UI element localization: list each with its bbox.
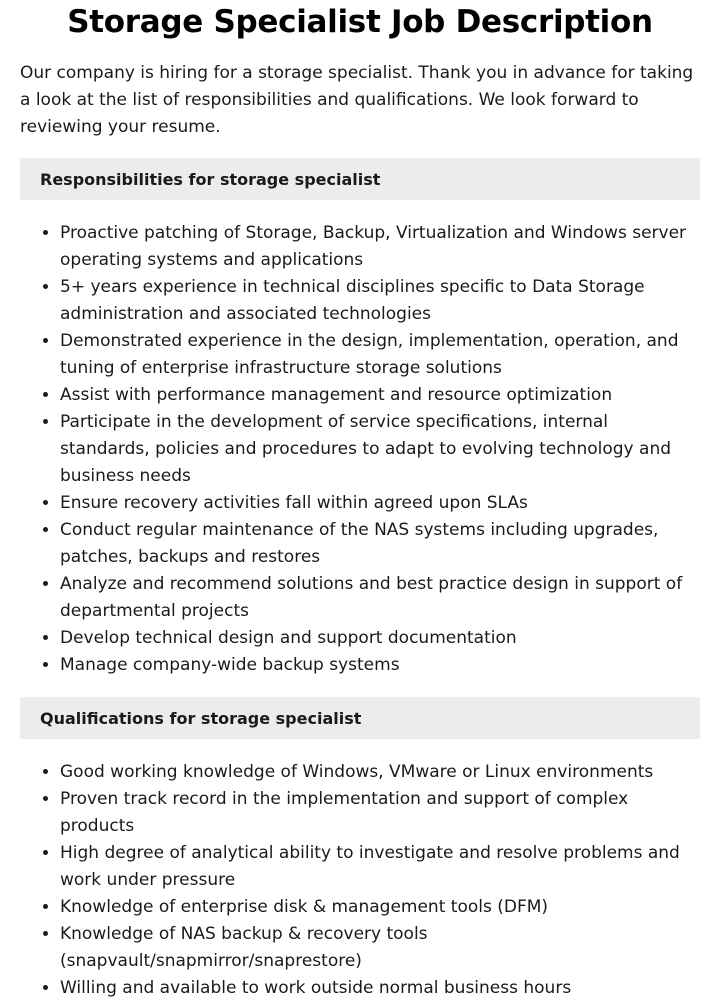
page-title: Storage Specialist Job Description xyxy=(67,4,653,40)
list-item: • Demonstrated experience in the design, implementation, operation, and tuning of enterprise infrastructure storage solutions xyxy=(60,328,700,382)
list-item: • Good working knowledge of Windows, VMware or Linux environments xyxy=(60,759,700,786)
list-item: • 5+ years experience in technical disciplines specific to Data Storage administration and associated technologies xyxy=(60,274,700,328)
list-item: • Knowledge of NAS backup & recovery tools (snapvault/snapmirror/snaprestore) xyxy=(60,921,700,975)
list-item: • Proven track record in the implementation and support of complex products xyxy=(60,786,700,840)
list-item: • Manage company-wide backup systems xyxy=(60,652,700,679)
list-item: • Proactive patching of Storage, Backup, Virtualization and Windows server operating systems and applications xyxy=(60,220,700,274)
list-item: • Develop technical design and support documentation xyxy=(60,625,700,652)
intro-paragraph: Our company is hiring for a storage specialist. Thank you in advance for taking a look at the list of responsibilities and qualifications. We look forward to reviewing your resume. xyxy=(20,63,694,137)
responsibilities-header: Responsibilities for storage specialist xyxy=(20,158,700,200)
list-item: • Assist with performance management and resource optimization xyxy=(60,382,700,409)
list-item: • High degree of analytical ability to investigate and resolve problems and work under pressure xyxy=(60,840,700,894)
list-item: • Conduct regular maintenance of the NAS systems including upgrades, patches, backups and restores xyxy=(60,517,700,571)
list-item: • Participate in the development of service specifications, internal standards, policies and procedures to adapt to evolving technology and business needs xyxy=(60,409,700,490)
list-item: • Ensure recovery activities fall within agreed upon SLAs xyxy=(60,490,700,517)
responsibilities-list xyxy=(20,220,700,679)
qualifications-header: Qualifications for storage specialist xyxy=(20,697,700,739)
list-item: • Analyze and recommend solutions and best practice design in support of departmental projects xyxy=(60,571,700,625)
qualifications-list xyxy=(20,759,700,1002)
list-item: • Willing and available to work outside normal business hours xyxy=(60,975,700,1002)
list-item: • Knowledge of enterprise disk & management tools (DFM) xyxy=(60,894,700,921)
